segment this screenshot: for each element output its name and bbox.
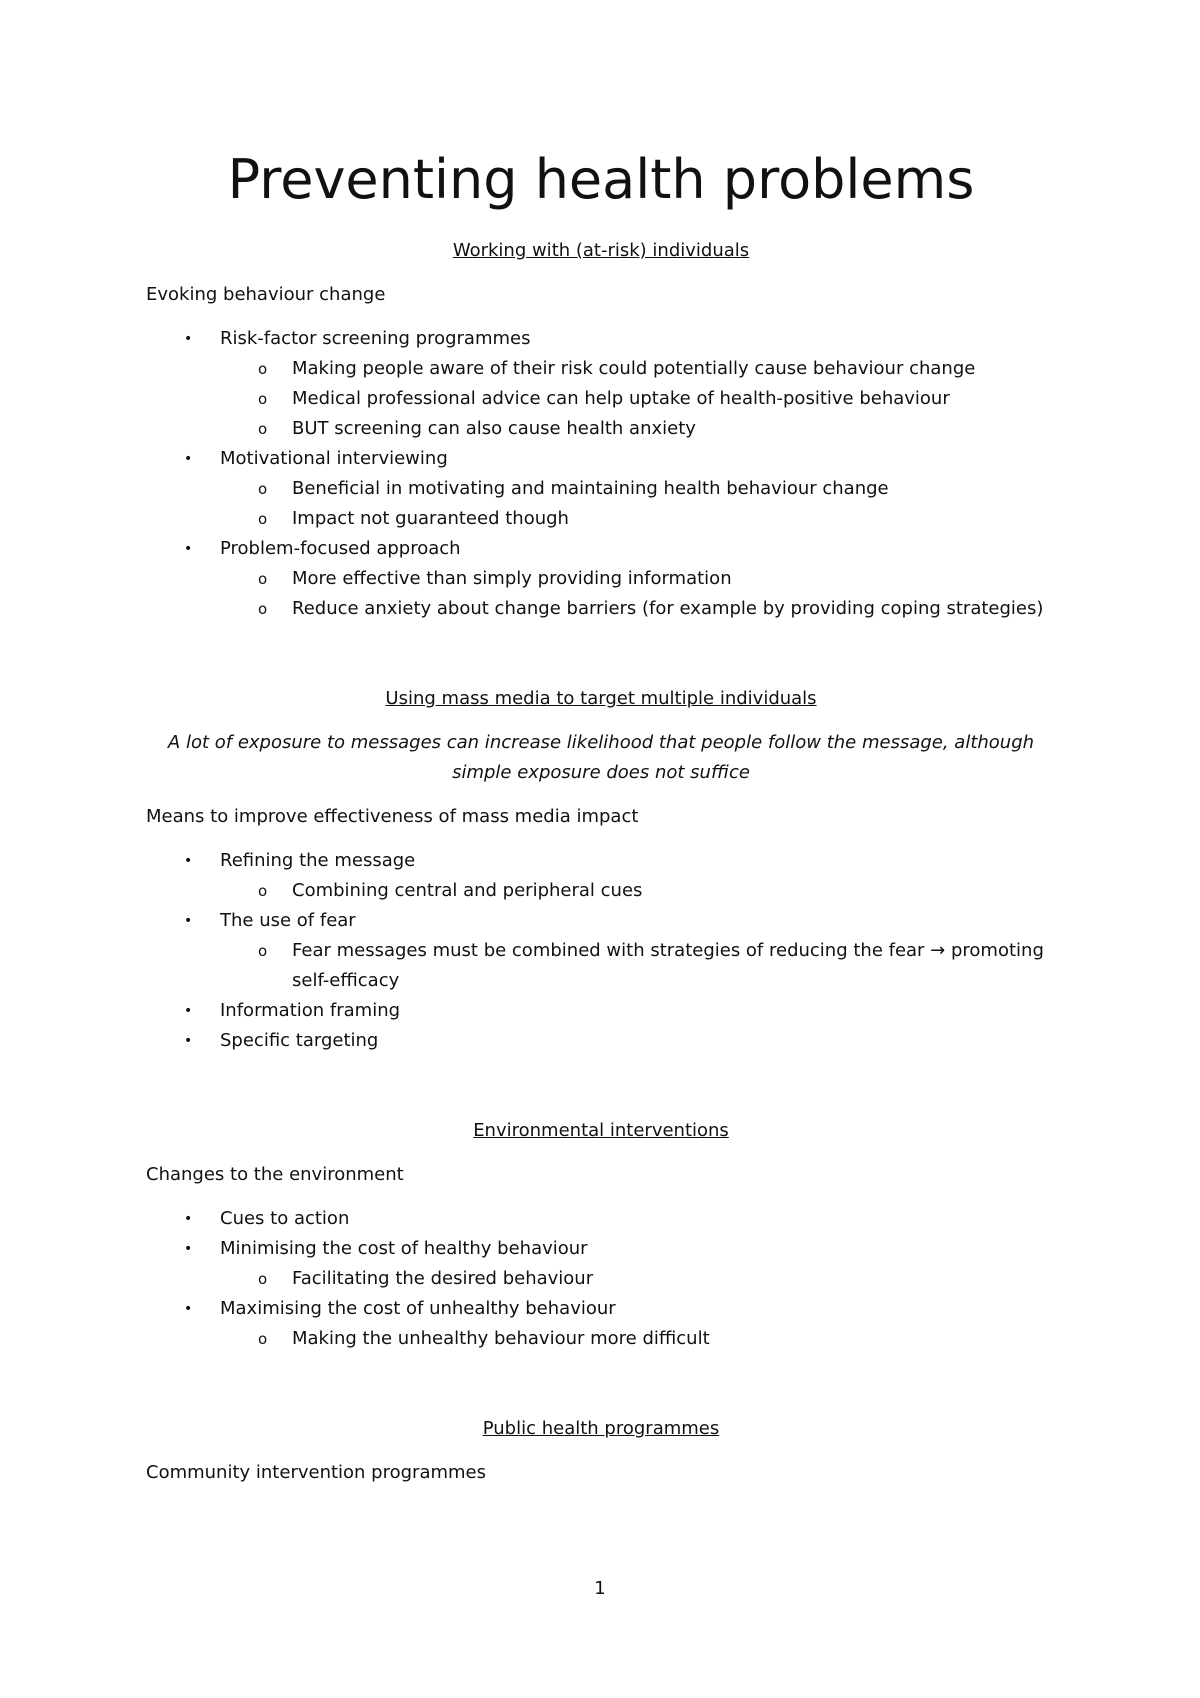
list-item xyxy=(146,1234,1056,1294)
bullet-icon: • xyxy=(184,331,193,347)
list-item xyxy=(146,996,1056,1026)
section-heading-working-with-individuals: Working with (at-risk) individuals xyxy=(452,240,750,261)
sub-bullet-icon: o xyxy=(258,1270,268,1288)
sub-list-item xyxy=(146,936,1056,996)
sub-list-item-text: Making the unhealthy behaviour more difficult xyxy=(292,1328,710,1349)
bullet-list xyxy=(146,846,1056,1056)
list-item xyxy=(146,324,1056,444)
bullet-icon: • xyxy=(184,451,193,467)
list-item xyxy=(146,1026,1056,1056)
bullet-icon: • xyxy=(184,1003,193,1019)
section-intro: Changes to the environment xyxy=(146,1164,404,1185)
sub-list-item xyxy=(146,414,1056,444)
bullet-icon: • xyxy=(184,541,193,557)
section-intro: Means to improve effectiveness of mass media impact xyxy=(146,806,639,827)
sub-list-item-text: Combining central and peripheral cues xyxy=(292,880,643,901)
sub-list-item xyxy=(146,1264,1056,1294)
bullet-icon: • xyxy=(184,1033,193,1049)
sub-bullet-list xyxy=(220,1324,1056,1354)
list-item-text: Information framing xyxy=(220,1000,401,1021)
bullet-list xyxy=(146,1204,1056,1354)
list-item-text: The use of fear xyxy=(220,910,356,931)
list-item-text: Maximising the cost of unhealthy behaviour xyxy=(220,1298,616,1319)
sub-list-item-text: Impact not guaranteed though xyxy=(292,508,569,529)
page-title: Preventing health problems xyxy=(227,148,975,211)
bullet-icon: • xyxy=(184,1301,193,1317)
list-item-text: Specific targeting xyxy=(220,1030,379,1051)
sub-list-item xyxy=(146,354,1056,384)
list-item-text: Motivational interviewing xyxy=(220,448,448,469)
sub-list-item-text: Making people aware of their risk could potentially cause behaviour change xyxy=(292,358,976,379)
sub-bullet-icon: o xyxy=(258,420,268,438)
bullet-list xyxy=(146,324,1056,624)
sub-list-item-text: BUT screening can also cause health anxiety xyxy=(292,418,696,439)
sub-list-item xyxy=(146,474,1056,504)
list-item-text: Refining the message xyxy=(220,850,416,871)
sub-list-item-text: Fear messages must be combined with strategies of reducing the fear → promoting self-efficacy xyxy=(292,940,1044,991)
sub-list-item xyxy=(146,876,1056,906)
sub-bullet-icon: o xyxy=(258,510,268,528)
sub-bullet-list xyxy=(220,354,1056,444)
page-number: 1 xyxy=(594,1578,606,1599)
list-item xyxy=(146,1204,1056,1234)
sub-bullet-icon: o xyxy=(258,942,268,960)
sub-list-item xyxy=(146,384,1056,414)
sub-bullet-icon: o xyxy=(258,882,268,900)
list-item-text: Cues to action xyxy=(220,1208,350,1229)
bullet-icon: • xyxy=(184,913,193,929)
list-item-text: Problem-focused approach xyxy=(220,538,461,559)
section-intro: Community intervention programmes xyxy=(146,1462,486,1483)
list-item xyxy=(146,1294,1056,1354)
sub-list-item-text: Beneficial in motivating and maintaining health behaviour change xyxy=(292,478,889,499)
italic-note: A lot of exposure to messages can increase likelihood that people follow the message, although simple exposure does not suffice xyxy=(167,732,1035,783)
sub-bullet-icon: o xyxy=(258,390,268,408)
sub-bullet-list xyxy=(220,876,1056,906)
list-item xyxy=(146,444,1056,534)
bullet-icon: • xyxy=(184,1241,193,1257)
list-item-text: Risk-factor screening programmes xyxy=(220,328,531,349)
sub-bullet-list xyxy=(220,564,1056,624)
sub-bullet-icon: o xyxy=(258,480,268,498)
list-item-text: Minimising the cost of healthy behaviour xyxy=(220,1238,588,1259)
sub-bullet-icon: o xyxy=(258,570,268,588)
section-intro: Evoking behaviour change xyxy=(146,284,386,305)
list-item xyxy=(146,534,1056,624)
section-heading-mass-media: Using mass media to target multiple individuals xyxy=(385,688,817,709)
sub-list-item xyxy=(146,594,1056,624)
sub-bullet-list xyxy=(220,936,1056,996)
sub-list-item-text: Facilitating the desired behaviour xyxy=(292,1268,594,1289)
sub-bullet-icon: o xyxy=(258,360,268,378)
bullet-icon: • xyxy=(184,853,193,869)
section-heading-public-health-programmes: Public health programmes xyxy=(482,1418,720,1439)
sub-list-item xyxy=(146,504,1056,534)
section-heading-environmental-interventions: Environmental interventions xyxy=(473,1120,729,1141)
document-body xyxy=(146,140,1056,1488)
sub-bullet-list xyxy=(220,1264,1056,1294)
sub-list-item-text: Medical professional advice can help uptake of health-positive behaviour xyxy=(292,388,950,409)
list-item xyxy=(146,846,1056,906)
sub-list-item-text: More effective than simply providing information xyxy=(292,568,732,589)
sub-bullet-icon: o xyxy=(258,1330,268,1348)
bullet-icon: • xyxy=(184,1211,193,1227)
sub-list-item-text: Reduce anxiety about change barriers (for example by providing coping strategies) xyxy=(292,598,1044,619)
sub-list-item xyxy=(146,1324,1056,1354)
list-item xyxy=(146,906,1056,996)
sub-bullet-list xyxy=(220,474,1056,534)
sub-list-item xyxy=(146,564,1056,594)
sub-bullet-icon: o xyxy=(258,600,268,618)
